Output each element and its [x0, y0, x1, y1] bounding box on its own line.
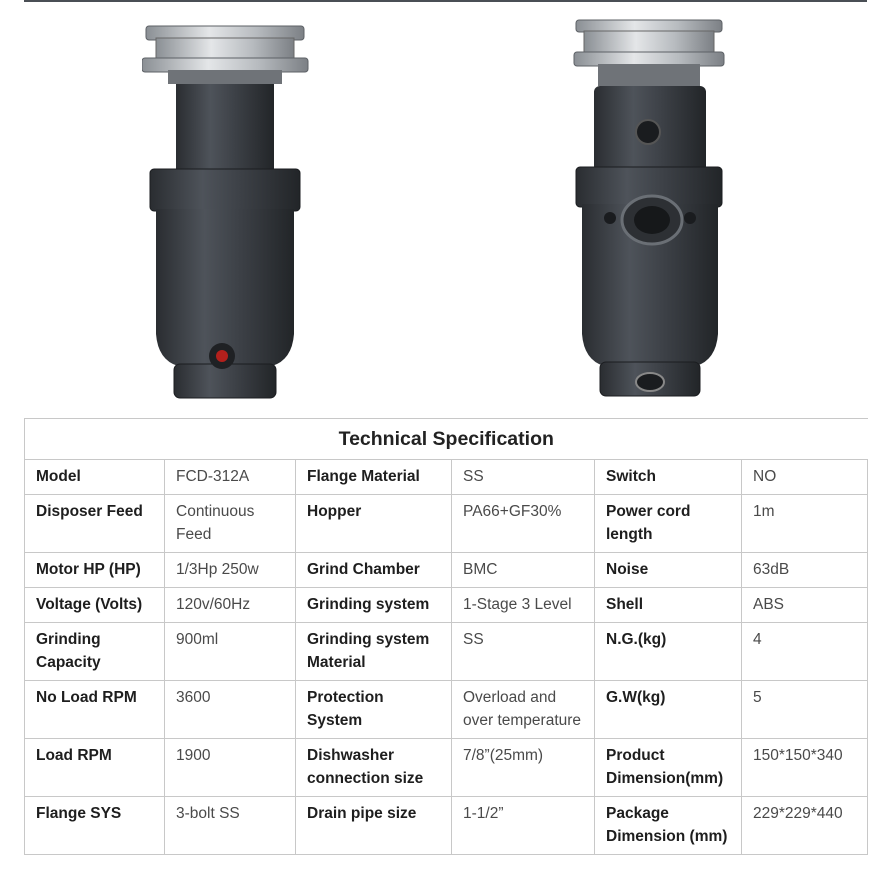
spec-value: FCD-312A	[165, 460, 296, 495]
spec-value: PA66+GF30%	[452, 495, 595, 553]
table-row	[25, 495, 868, 553]
spec-value: 1m	[742, 495, 868, 553]
product-photos	[24, 4, 867, 414]
spec-value: 3-bolt SS	[165, 797, 296, 855]
spec-value: 900ml	[165, 623, 296, 681]
spec-value: 229*229*440	[742, 797, 868, 855]
table-row	[25, 681, 868, 739]
table-row	[25, 553, 868, 588]
spec-value: SS	[452, 460, 595, 495]
spec-key: Product Dimension(mm)	[595, 739, 742, 797]
table-row	[25, 460, 868, 495]
spec-value: 3600	[165, 681, 296, 739]
spec-key: Hopper	[296, 495, 452, 553]
spec-key: Shell	[595, 588, 742, 623]
spec-key: N.G.(kg)	[595, 623, 742, 681]
spec-value: ABS	[742, 588, 868, 623]
spec-key: Drain pipe size	[296, 797, 452, 855]
spec-title-row	[25, 419, 868, 460]
spec-key: Motor HP (HP)	[25, 553, 165, 588]
spec-title: Technical Specification	[25, 419, 868, 460]
spec-key: Protection System	[296, 681, 452, 739]
product-image-rear	[572, 4, 728, 414]
top-divider	[24, 0, 867, 2]
spec-key: Load RPM	[25, 739, 165, 797]
spec-key: Dishwasher connection size	[296, 739, 452, 797]
spec-table	[24, 418, 868, 855]
spec-value: 150*150*340	[742, 739, 868, 797]
spec-key: Flange Material	[296, 460, 452, 495]
spec-key: No Load RPM	[25, 681, 165, 739]
spec-key: Voltage (Volts)	[25, 588, 165, 623]
spec-key: Power cord length	[595, 495, 742, 553]
spec-key: Model	[25, 460, 165, 495]
spec-key: Switch	[595, 460, 742, 495]
spec-value: 7/8”(25mm)	[452, 739, 595, 797]
spec-key: Grinding system Material	[296, 623, 452, 681]
spec-key: Grinding Capacity	[25, 623, 165, 681]
table-row	[25, 739, 868, 797]
table-row	[25, 588, 868, 623]
spec-value: BMC	[452, 553, 595, 588]
spec-value: NO	[742, 460, 868, 495]
spec-value: 120v/60Hz	[165, 588, 296, 623]
spec-value: Overload and over temperature	[452, 681, 595, 739]
spec-value: 1-Stage 3 Level	[452, 588, 595, 623]
spec-value: Continuous Feed	[165, 495, 296, 553]
spec-value: 5	[742, 681, 868, 739]
spec-value: SS	[452, 623, 595, 681]
spec-value: 63dB	[742, 553, 868, 588]
spec-key: Noise	[595, 553, 742, 588]
spec-key: G.W(kg)	[595, 681, 742, 739]
product-image-front	[142, 4, 312, 414]
spec-value: 4	[742, 623, 868, 681]
spec-key: Disposer Feed	[25, 495, 165, 553]
spec-key: Flange SYS	[25, 797, 165, 855]
table-row	[25, 797, 868, 855]
spec-key: Package Dimension (mm)	[595, 797, 742, 855]
spec-key: Grinding system	[296, 588, 452, 623]
spec-value: 1/3Hp 250w	[165, 553, 296, 588]
spec-key: Grind Chamber	[296, 553, 452, 588]
spec-value: 1-1/2”	[452, 797, 595, 855]
table-row	[25, 623, 868, 681]
spec-value: 1900	[165, 739, 296, 797]
